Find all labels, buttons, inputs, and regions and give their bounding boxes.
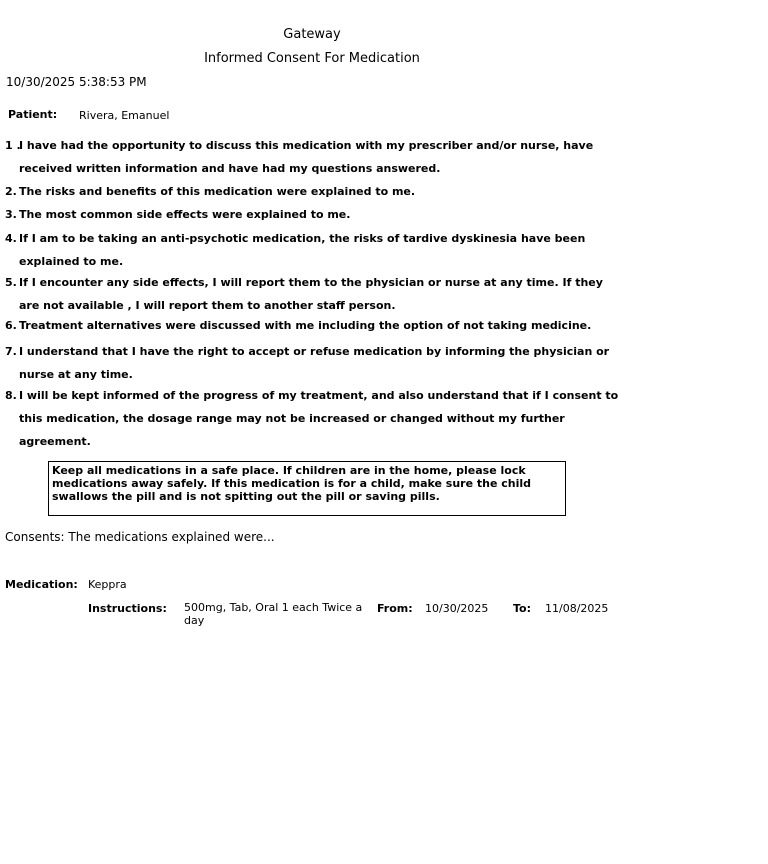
consents-intro: Consents: The medications explained were... [5,530,275,544]
safety-notice-box: Keep all medications in a safe place. If children are in the home, please lock medications away safely. If this medication is for a child, make sure the child swallows the pill and is not spitting out the pill or saving pills. [48,461,566,516]
statement-number: 4. [5,232,17,245]
statement-text: I will be kept informed of the progress of my treatment, and also understand that if I consent to this medication, the dosage range may not be increased or changed without my further agreement. [19,389,619,448]
consent-statement-2 [5,180,620,203]
patient-label: Patient: [8,108,58,121]
statement-number: 2. [5,185,17,198]
consent-statement-5 [5,271,620,317]
statement-number: 7. [5,345,17,358]
medication-label: Medication: [5,578,78,591]
organization-name: Gateway [283,27,341,42]
statement-number: 6. [5,319,17,332]
statement-number: 3. [5,208,17,221]
document-title: Informed Consent For Medication [204,51,420,66]
statement-number: 8. [5,389,17,402]
consent-statement-7 [5,340,620,386]
statement-number: 5. [5,276,17,289]
to-label: To: [513,602,531,615]
instructions-label: Instructions: [88,602,167,615]
consent-statement-3 [5,203,620,226]
to-date: 11/08/2025 [545,602,609,615]
consent-statement-4 [5,227,620,273]
patient-name: Rivera, Emanuel [79,109,170,122]
medication-name: Keppra [88,578,127,591]
from-label: From: [377,602,413,615]
statement-text: The risks and benefits of this medication were explained to me. [19,185,416,198]
statement-text: I understand that I have the right to accept or refuse medication by informing the physician or nurse at any time. [19,345,610,381]
from-date: 10/30/2025 [425,602,489,615]
instructions-value: 500mg, Tab, Oral 1 each Twice a day [184,601,363,627]
statement-text: If I am to be taking an anti-psychotic medication, the risks of tardive dyskinesia have been explained to me. [19,232,586,268]
consent-statement-8 [5,384,620,453]
statement-text: The most common side effects were explained to me. [19,208,351,221]
statement-text: I have had the opportunity to discuss this medication with my prescriber and/or nurse, have received written information and have had my questions answered. [19,139,594,175]
statement-number: 1 . [5,139,21,152]
statement-text: If I encounter any side effects, I will report them to the physician or nurse at any time. If they are not available , I will report them to another staff person. [19,276,603,312]
print-timestamp: 10/30/2025 5:38:53 PM [6,75,147,89]
consent-statement-6 [5,314,620,337]
consent-statement-1 [5,134,620,180]
statement-text: Treatment alternatives were discussed with me including the option of not taking medicine. [19,319,592,332]
